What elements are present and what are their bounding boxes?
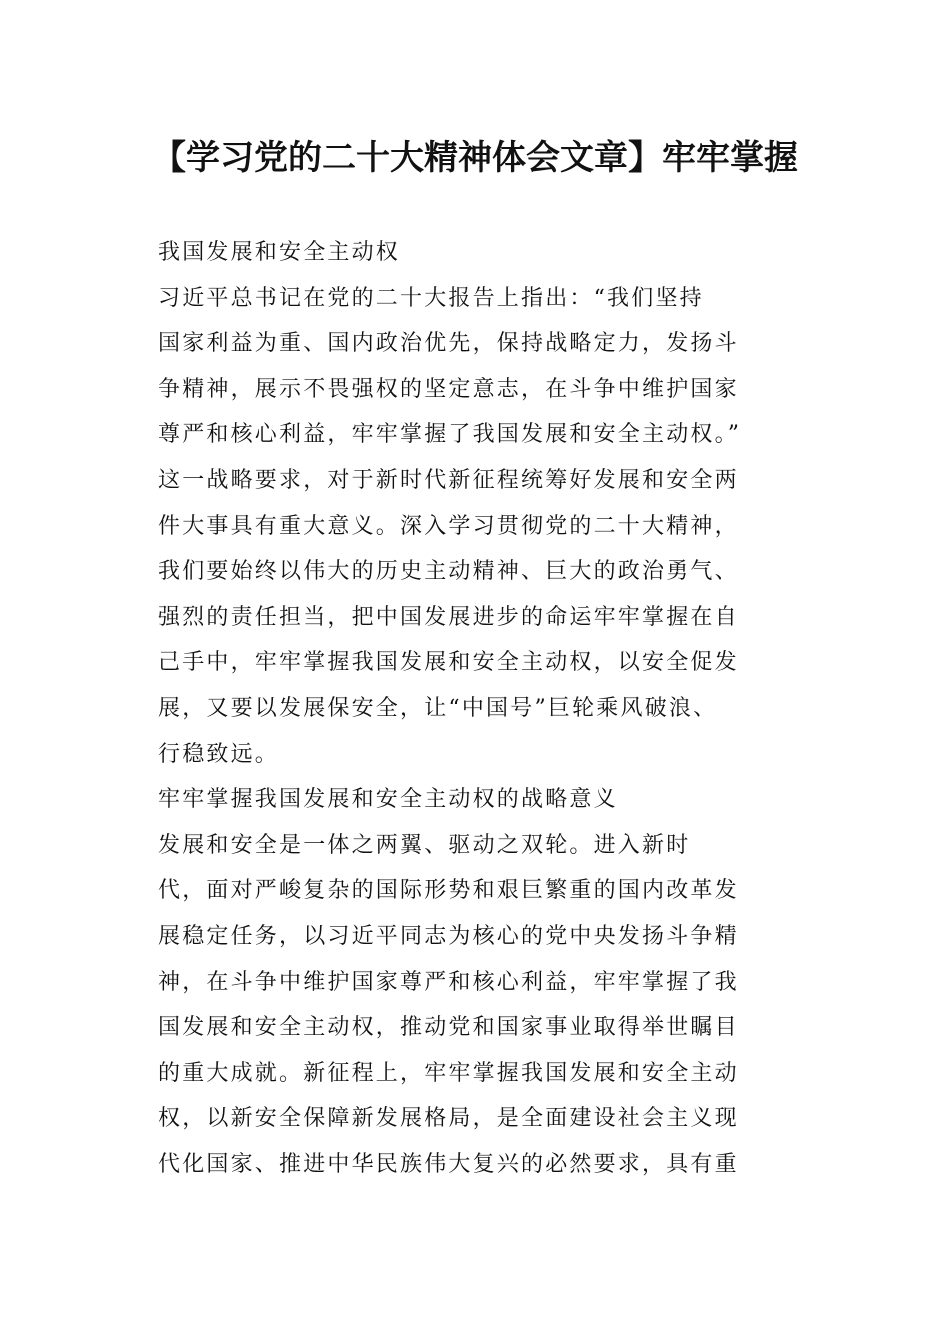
- body-line: 的重大成就。新征程上，牢牢掌握我国发展和安全主动: [158, 1060, 739, 1086]
- body-line: 行稳致远。: [158, 741, 280, 767]
- document-title: 【学习党的二十大精神体会文章】牢牢掌握: [152, 138, 798, 178]
- body-line: 我国发展和安全主动权: [158, 240, 401, 265]
- body-line: 权，以新安全保障新发展格局，是全面建设社会主义现: [158, 1106, 739, 1132]
- body-line: 己手中，牢牢掌握我国发展和安全主动权，以安全促发: [158, 650, 739, 676]
- body-line: 这一战略要求，对于新时代新征程统筹好发展和安全两: [158, 467, 739, 493]
- body-line: 争精神，展示不畏强权的坚定意志，在斗争中维护国家: [158, 376, 739, 402]
- body-line: 代，面对严峻复杂的国际形势和艰巨繁重的国内改革发: [158, 878, 739, 904]
- body-line: 神，在斗争中维护国家尊严和核心利益，牢牢掌握了我: [158, 969, 739, 995]
- body-line: 国发展和安全主动权，推动党和国家事业取得举世瞩目: [158, 1015, 739, 1041]
- body-line: 我们要始终以伟大的历史主动精神、巨大的政治勇气、: [158, 559, 739, 585]
- document-body: [158, 230, 798, 1187]
- body-line: 展，又要以发展保安全，让“中国号”巨轮乘风破浪、: [158, 695, 718, 721]
- body-line: 强烈的责任担当，把中国发展进步的命运牢牢掌握在自: [158, 604, 739, 630]
- body-line: 尊严和核心利益，牢牢掌握了我国发展和安全主动权。”: [158, 422, 742, 448]
- body-line: 代化国家、推进中华民族伟大复兴的必然要求，具有重: [158, 1151, 739, 1177]
- body-line: 习近平总书记在党的二十大报告上指出：“我们坚持: [158, 285, 704, 311]
- body-line: 件大事具有重大意义。深入学习贯彻党的二十大精神，: [158, 513, 739, 539]
- body-line: 发展和安全是一体之两翼、驱动之双轮。进入新时: [158, 832, 691, 858]
- body-line: 国家利益为重、国内政治优先，保持战略定力，发扬斗: [158, 331, 739, 357]
- body-line: 展稳定任务，以习近平同志为核心的党中央发扬斗争精: [158, 923, 739, 949]
- section-heading: 牢牢掌握我国发展和安全主动权的战略意义: [158, 787, 618, 813]
